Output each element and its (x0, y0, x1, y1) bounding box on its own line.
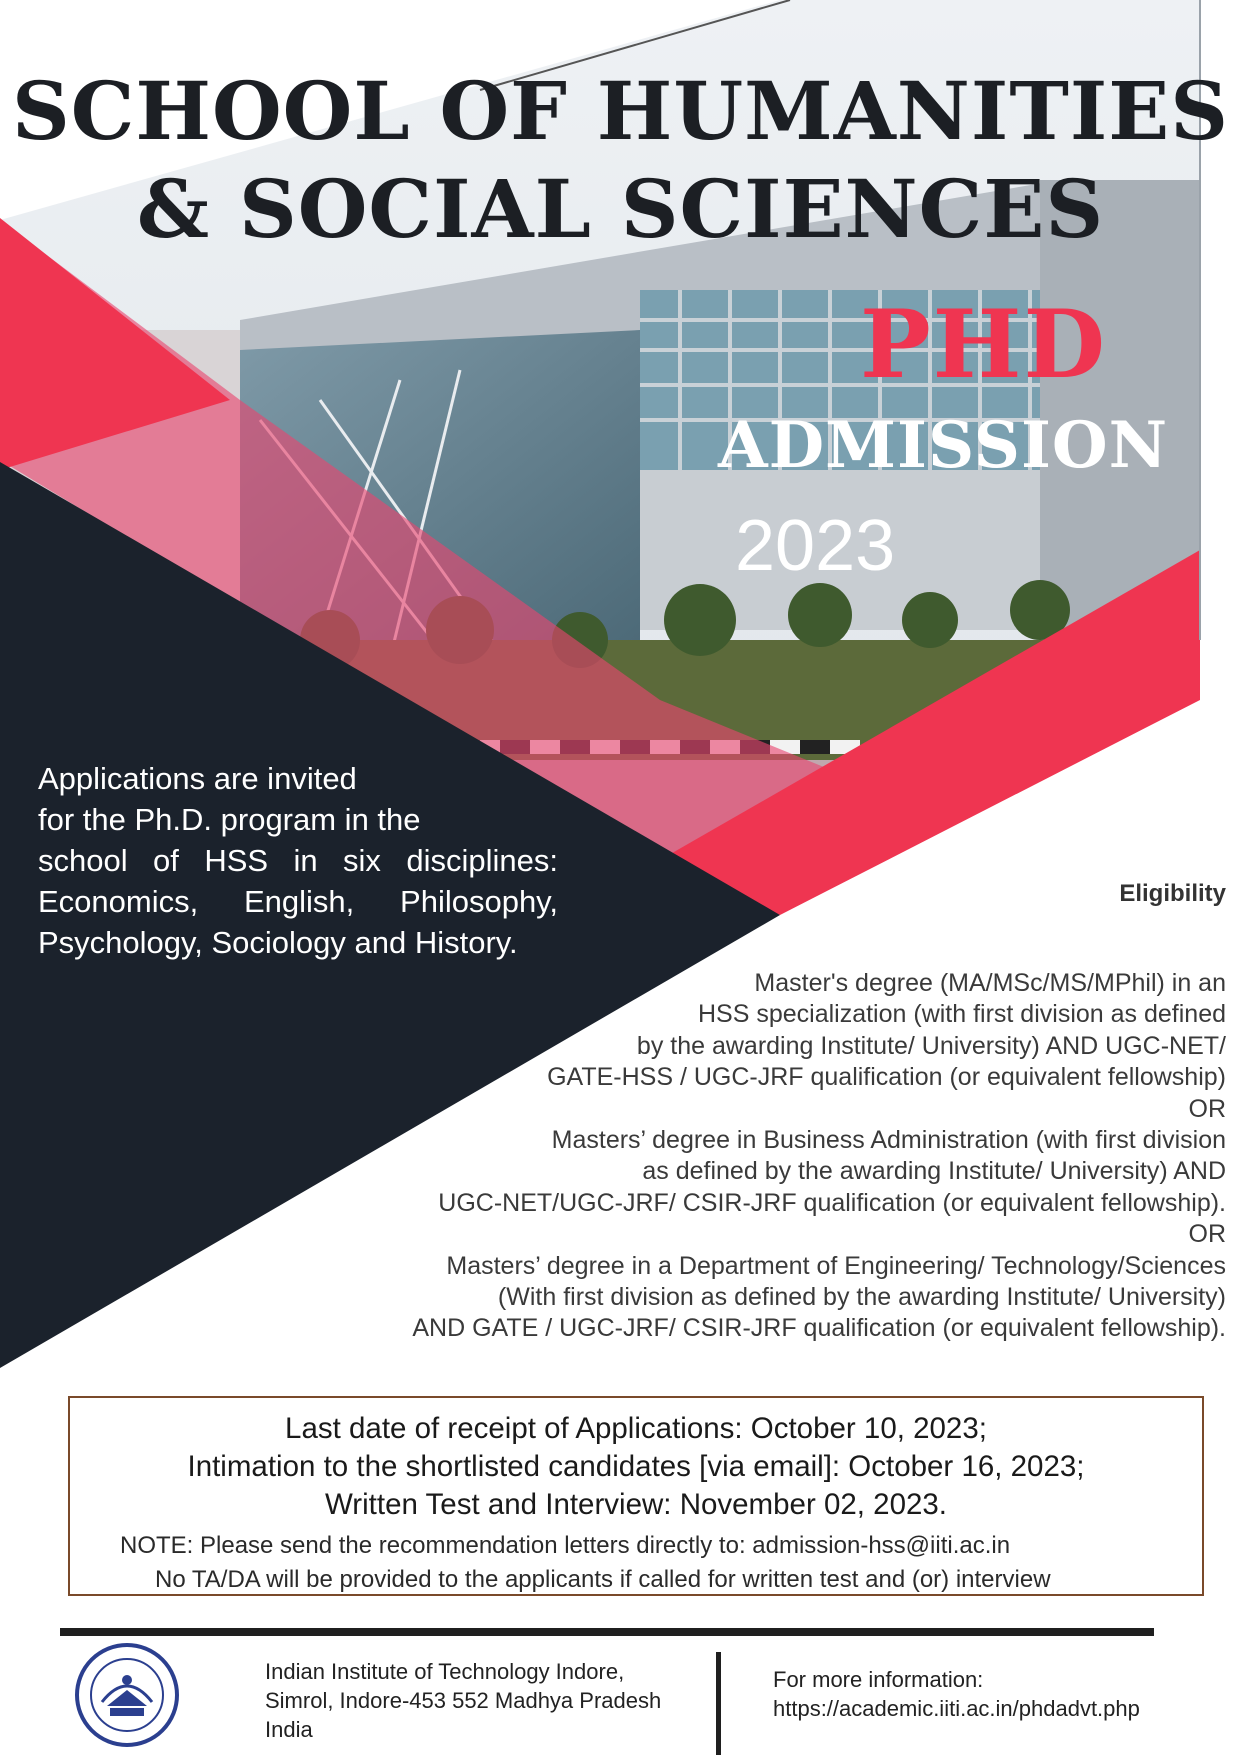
address-line: India (265, 1717, 313, 1742)
eligibility-or: OR (1188, 1094, 1226, 1123)
admission-year: 2023 (735, 506, 896, 586)
eligibility-or: OR (1188, 1220, 1226, 1249)
recommendation-note: NOTE: Please send the recommendation letters directly to: admission-hss@iiti.ac.in (120, 1532, 1011, 1559)
intro-line (38, 840, 558, 881)
intimation-date-line: Intimation to the shortlisted candidates [via email]: October 16, 2023; (187, 1450, 1085, 1483)
eligibility-line: Master's degree (MA/MSc/MS/MPhil) in an (754, 969, 1226, 997)
last-date-line: Last date of receipt of Applications: October 10, 2023; (285, 1412, 987, 1445)
eligibility-line: Masters’ degree in a Department of Engineering/ Technology/Sciences (446, 1251, 1226, 1280)
intro-line: Applications are invited (38, 761, 357, 796)
intro-line: for the Ph.D. program in the (38, 802, 421, 837)
more-info-label: For more information: (773, 1667, 984, 1692)
intro-text (38, 758, 558, 963)
page-title (0, 62, 1241, 258)
intro-word: in (293, 843, 318, 878)
eligibility-line: GATE-HSS / UGC-JRF qualification (or equivalent fellowship) (547, 1063, 1226, 1092)
eligibility-heading: Eligibility (1119, 880, 1226, 907)
intro-word: of (153, 843, 179, 878)
intro-word: Philosophy, (400, 884, 558, 919)
address-line: Simrol, Indore-453 552 Madhya Pradesh (265, 1688, 662, 1713)
test-date-line: Written Test and Interview: November 02, 2023. (324, 1488, 947, 1521)
institute-address (265, 1657, 661, 1744)
footer-rule (60, 1628, 1154, 1636)
admission-heading: ADMISSION (718, 408, 1169, 483)
eligibility-line: by the awarding Institute/ University) AND UGC-NET/ (636, 1031, 1226, 1060)
intro-word: Economics, (38, 884, 199, 919)
eligibility-line: HSS specialization (with first division as defined (697, 1000, 1226, 1029)
more-info (773, 1665, 1140, 1723)
dates-list (70, 1410, 1202, 1524)
more-info-link[interactable]: https://academic.iiti.ac.in/phdadvt.php (773, 1696, 1140, 1721)
footer-divider (716, 1652, 721, 1755)
important-dates-box (68, 1396, 1204, 1596)
title-line-1: SCHOOL OF HUMANITIES (11, 64, 1230, 158)
title-line-2: & SOCIAL SCIENCES (136, 162, 1105, 256)
intro-word: school (38, 843, 128, 878)
phd-heading: PHD (860, 290, 1108, 400)
eligibility-line: as defined by the awarding Institute/ University) AND (642, 1157, 1226, 1186)
eligibility-line: Masters’ degree in Business Administration (with first division (551, 1126, 1226, 1155)
eligibility-line: (With first division as defined by the awarding Institute/ University) (497, 1283, 1226, 1312)
intro-word: six (343, 843, 381, 878)
eligibility-line: AND GATE / UGC-JRF/ CSIR-JRF qualification (or equivalent fellowship). (412, 1314, 1226, 1343)
intro-line (38, 881, 558, 922)
intro-line: Psychology, Sociology and History. (38, 925, 518, 960)
eligibility-text (326, 968, 1226, 1345)
intro-word: disciplines: (406, 843, 558, 878)
iit-indore-emblem-icon (72, 1640, 182, 1750)
address-line: Indian Institute of Technology Indore, (265, 1659, 625, 1684)
eligibility-line: UGC-NET/UGC-JRF/ CSIR-JRF qualification (or equivalent fellowship). (438, 1188, 1226, 1217)
intro-word: English, (243, 884, 355, 919)
ta-da-note: No TA/DA will be provided to the applicants if called for written test and (or) interview (155, 1566, 1051, 1593)
intro-word: HSS (204, 843, 269, 878)
